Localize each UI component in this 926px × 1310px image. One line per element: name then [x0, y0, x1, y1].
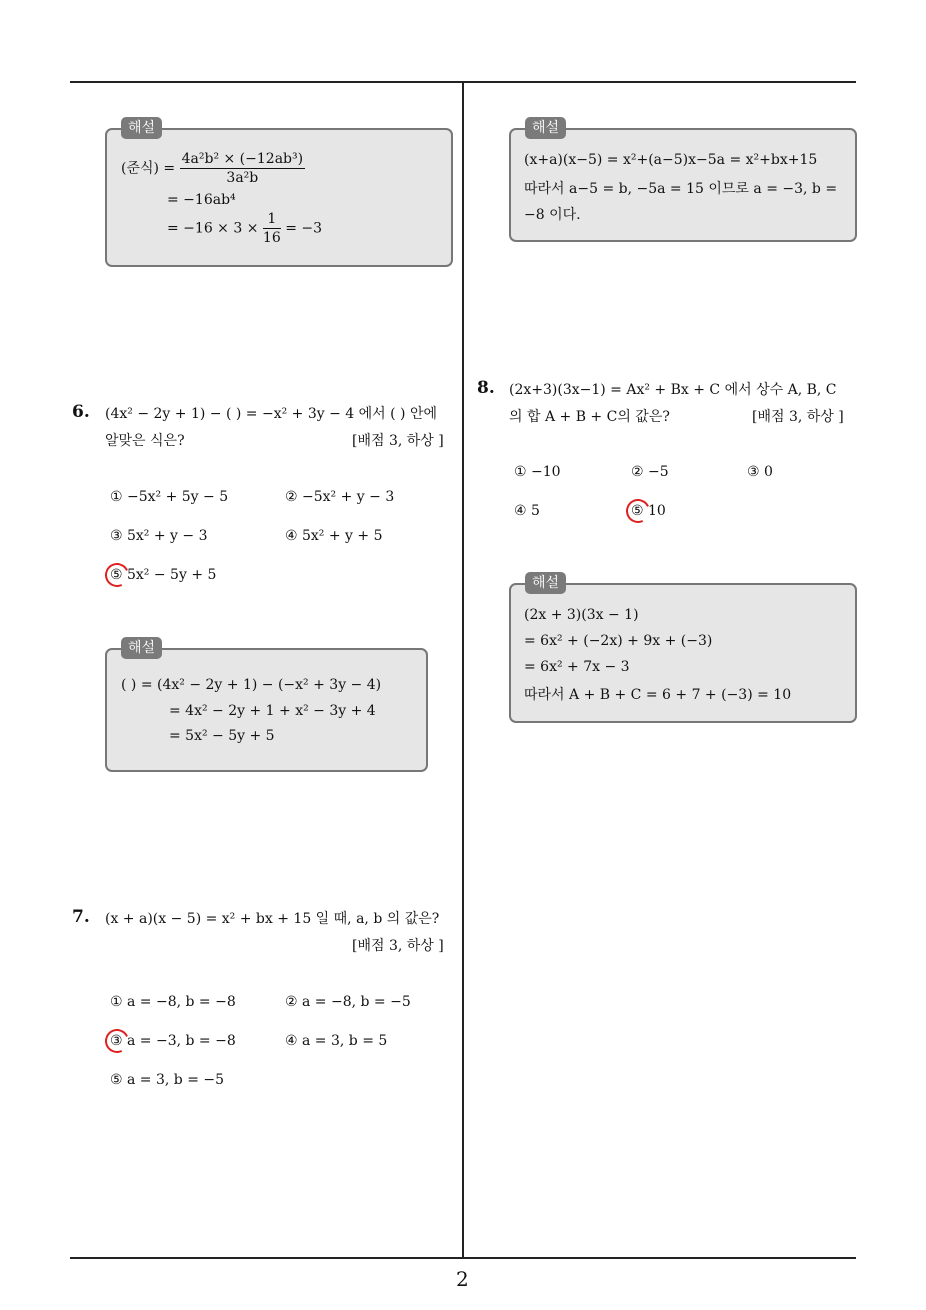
solution-box-q6 — [105, 640, 428, 772]
answer-mark — [102, 560, 133, 591]
solution-line: = 6x² + 7x − 3 — [524, 659, 630, 675]
solution-line: 따라서 a−5 = b, −5a = 15 이므로 a = −3, b = — [524, 181, 838, 197]
choice-1[interactable]: ① −5x² + 5y − 5 — [110, 489, 229, 505]
solution-label: 해설 — [525, 572, 566, 594]
question-number: 7. — [72, 907, 90, 927]
bottom-rule — [70, 1257, 856, 1259]
choice-4[interactable]: ④ 5x² + y + 5 — [285, 528, 383, 544]
solution-line: (준식) = $\frac{\text{4a²b² × (−12ab³)}}{\text{3a²b}}$ — [121, 151, 304, 186]
answer-mark — [623, 496, 654, 527]
solution-line: = 5x² − 5y + 5 — [169, 728, 275, 744]
choice-1[interactable]: ① a = −8, b = −8 — [110, 994, 236, 1010]
solution-line: = 6x² + (−2x) + 9x + (−3) — [524, 633, 713, 649]
question-text: (2x+3)(3x−1) = Ax² + Bx + C 에서 상수 A, B, C — [509, 382, 837, 398]
choice-5[interactable]: ⑤ a = 3, b = −5 — [110, 1072, 225, 1088]
solution-box-q8 — [509, 575, 857, 723]
solution-label: 해설 — [121, 117, 162, 139]
solution-box-q5 — [105, 120, 453, 267]
choice-2[interactable]: ② a = −8, b = −5 — [285, 994, 411, 1010]
column-divider — [462, 83, 464, 1257]
question-number: 6. — [72, 402, 90, 422]
question-text: 알맞은 식은? — [105, 433, 185, 449]
question-number: 8. — [477, 378, 495, 398]
page-number: 2 — [456, 1267, 469, 1291]
question-text: (x + a)(x − 5) = x² + bx + 15 일 때, a, b 의 값은? — [105, 911, 440, 927]
question-text: (4x² − 2y + 1) − ( ) = −x² + 3y − 4 에서 ( ) 안에 — [105, 406, 438, 422]
question-meta: [배점 3, 하상 ] — [352, 938, 444, 954]
solution-line: (x+a)(x−5) = x²+(a−5)x−5a = x²+bx+15 — [524, 152, 818, 168]
choice-3[interactable]: ③ 5x² + y − 3 — [110, 528, 208, 544]
solution-line: −8 이다. — [524, 207, 581, 223]
question-meta: [배점 3, 하상 ] — [352, 433, 444, 449]
choice-3[interactable]: ③ a = −3, b = −8 — [110, 1033, 236, 1049]
solution-label: 해설 — [525, 117, 566, 139]
choice-4[interactable]: ④ a = 3, b = 5 — [285, 1033, 388, 1049]
fraction: $\frac{1}{16}$ — [262, 211, 281, 246]
question-text: 의 합 A + B + C의 값은? — [509, 409, 670, 425]
fraction: $\frac{\text{4a²b² × (−12ab³)}}{\text{3a²b}}$ — [181, 151, 304, 186]
solution-line: 따라서 A + B + C = 6 + 7 + (−3) = 10 — [524, 687, 792, 703]
choice-3[interactable]: ③ 0 — [747, 464, 773, 480]
solution-line: (2x + 3)(3x − 1) — [524, 607, 639, 623]
solution-line: = −16 × 3 × $\frac{1}{16}$ = −3 — [167, 211, 323, 246]
choice-2[interactable]: ② −5x² + y − 3 — [285, 489, 395, 505]
solution-line: = 4x² − 2y + 1 + x² − 3y + 4 — [169, 703, 376, 719]
solution-line: ( ) = (4x² − 2y + 1) − (−x² + 3y − 4) — [121, 677, 382, 693]
choice-4[interactable]: ④ 5 — [514, 503, 540, 519]
choice-2[interactable]: ② −5 — [631, 464, 669, 480]
choice-5[interactable]: ⑤ 5x² − 5y + 5 — [110, 567, 217, 583]
choice-1[interactable]: ① −10 — [514, 464, 561, 480]
question-meta: [배점 3, 하상 ] — [752, 409, 844, 425]
choice-5[interactable]: ⑤ 10 — [631, 503, 666, 519]
solution-box-q7 — [509, 120, 857, 242]
answer-mark — [102, 1026, 133, 1057]
solution-label: 해설 — [121, 637, 162, 659]
solution-line: = −16ab⁴ — [167, 192, 236, 208]
